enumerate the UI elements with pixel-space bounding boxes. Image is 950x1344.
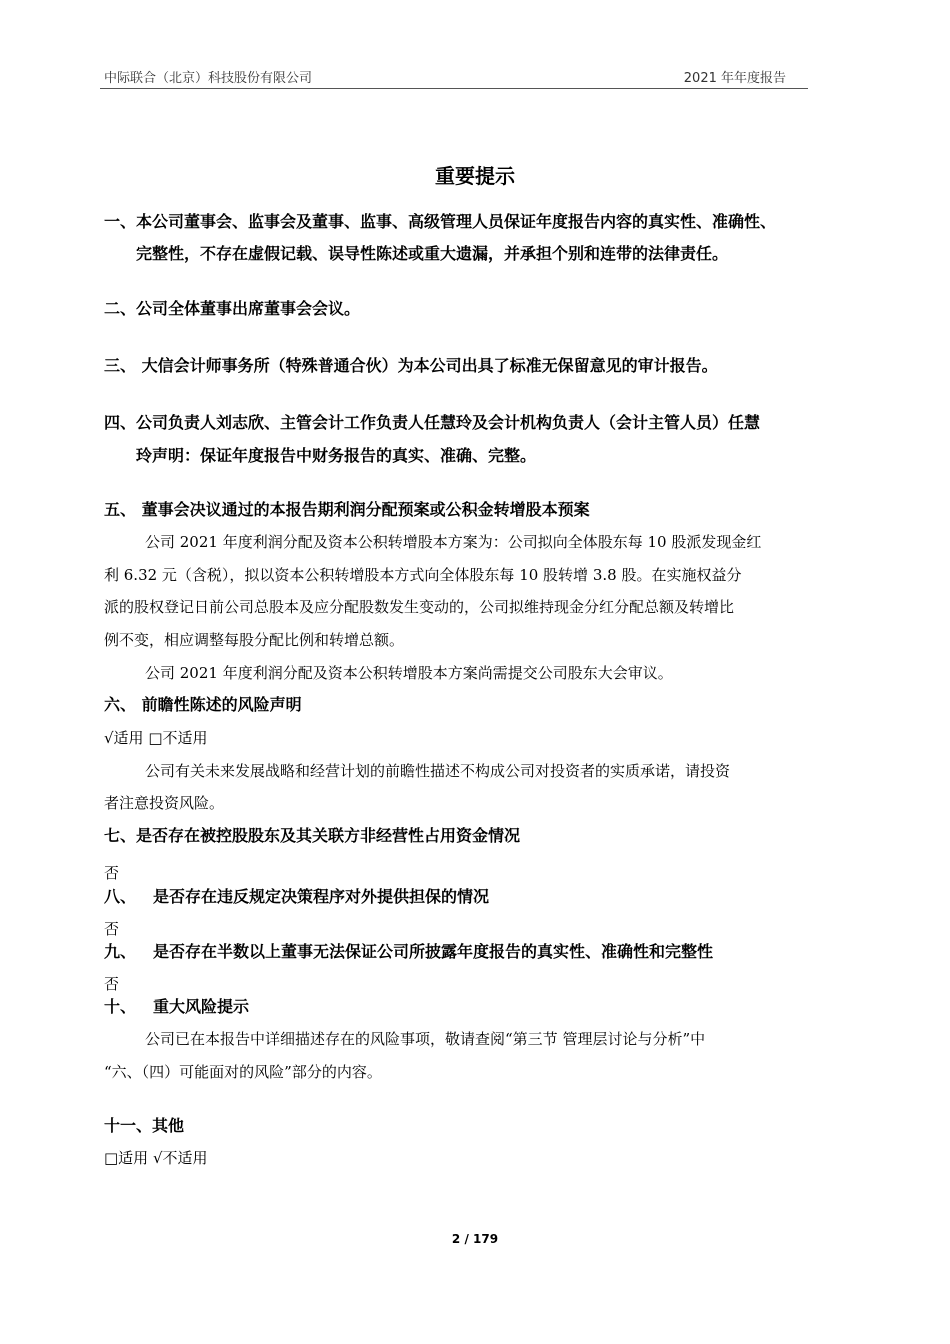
item-6-heading: 六、 前瞻性陈述的风险声明 <box>104 695 302 714</box>
item-8-number: 八、 <box>104 887 137 906</box>
item-1-line-2: 完整性，不存在虚假记载、误导性陈述或重大遗漏，并承担个别和连带的法律责任。 <box>136 244 729 263</box>
item-6-paragraph-line-2: 者注意投资风险。 <box>104 794 225 812</box>
page-title: 重要提示 <box>435 164 515 188</box>
header-report-title: 2021 年年度报告 <box>683 71 786 86</box>
item-3: 三、 大信会计师事务所（特殊普通合伙）为本公司出具了标准无保留意见的审计报告。 <box>104 356 718 375</box>
item-5-heading: 五、 董事会决议通过的本报告期利润分配预案或公积金转增股本预案 <box>104 500 590 519</box>
item-5-paragraph-line-4: 例不变，相应调整每股分配比例和转增总额。 <box>104 631 405 649</box>
item-10-paragraph-line-1: 公司已在本报告中详细描述存在的风险事项，敬请查阅“第三节 管理层讨论与分析”中 <box>145 1030 706 1048</box>
item-9-answer: 否 <box>104 975 120 993</box>
item-4-line-1: 四、公司负责人刘志欣、主管会计工作负责人任慧玲及会计机构负责人（会计主管人员）任慧 <box>104 413 761 432</box>
item-8-heading: 是否存在违反规定决策程序对外提供担保的情况 <box>153 887 490 906</box>
item-5-paragraph-line-1: 公司 2021 年度利润分配及资本公积转增股本方案为：公司拟向全体股东每 10 股派发现金红 <box>145 533 762 551</box>
page-number: 2 / 179 <box>451 1232 499 1246</box>
item-2: 二、公司全体董事出席董事会会议。 <box>104 299 361 318</box>
item-7-answer: 否 <box>104 864 120 882</box>
header-divider <box>100 88 808 89</box>
item-9-heading: 是否存在半数以上董事无法保证公司所披露年度报告的真实性、准确性和完整性 <box>153 942 714 961</box>
item-4-line-2: 玲声明：保证年度报告中财务报告的真实、准确、完整。 <box>136 446 537 465</box>
header-company: 中际联合（北京）科技股份有限公司 <box>104 71 313 86</box>
item-8-answer: 否 <box>104 920 120 938</box>
item-5-paragraph-2: 公司 2021 年度利润分配及资本公积转增股本方案尚需提交公司股东大会审议。 <box>145 664 673 682</box>
item-10-number: 十、 <box>104 997 137 1016</box>
item-6-paragraph-line-1: 公司有关未来发展战略和经营计划的前瞻性描述不构成公司对投资者的实质承诺，请投资 <box>145 762 731 780</box>
item-10-heading: 重大风险提示 <box>153 997 250 1016</box>
item-11-applicability: □适用 √不适用 <box>104 1149 208 1167</box>
item-7-heading: 七、是否存在被控股股东及其关联方非经营性占用资金情况 <box>104 826 521 845</box>
item-10-paragraph-line-2: “六、（四）可能面对的风险”部分的内容。 <box>104 1063 382 1081</box>
item-5-paragraph-line-2: 利 6.32 元（含税），拟以资本公积转增股本方式向全体股东每 10 股转增 3.8 股。在实施权益分 <box>104 566 742 584</box>
item-6-applicability: √适用 □不适用 <box>104 729 208 747</box>
item-11-heading: 十一、其他 <box>104 1116 185 1135</box>
item-1-line-1: 一、本公司董事会、监事会及董事、监事、高级管理人员保证年度报告内容的真实性、准确性、 <box>104 212 777 231</box>
item-9-number: 九、 <box>104 942 137 961</box>
item-5-paragraph-line-3: 派的股权登记日前公司总股本及应分配股数发生变动的，公司拟维持现金分红分配总额及转增比 <box>104 598 735 616</box>
